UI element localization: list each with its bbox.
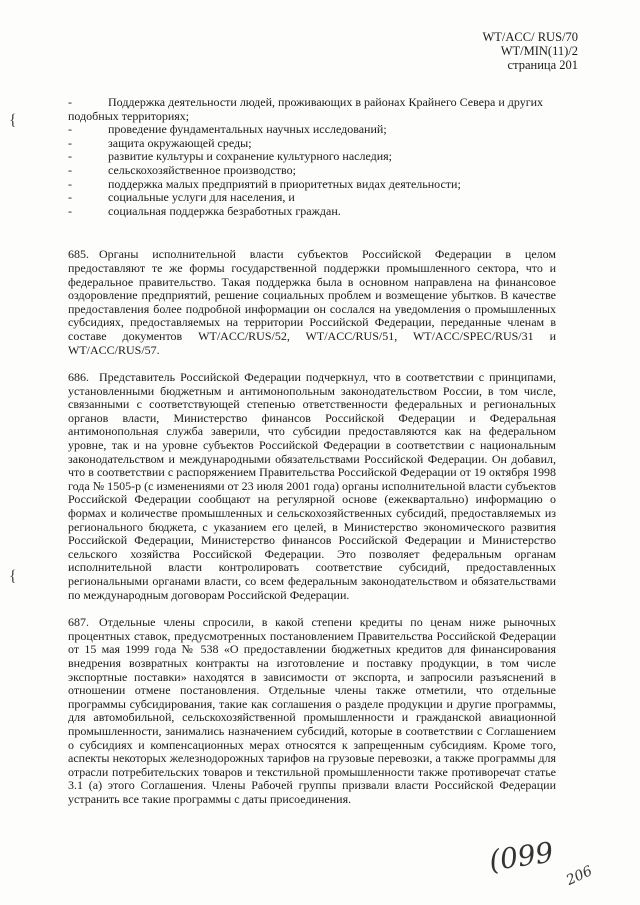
- list-item-text: развитие культуры и сохранение культурного наследия;: [108, 149, 393, 164]
- list-item-text: социальная поддержка безработных граждан.: [108, 203, 341, 218]
- margin-bracket-mark: {: [9, 568, 17, 585]
- list-item-text: сельскохозяйственное производство;: [108, 162, 296, 177]
- document-header: [483, 30, 579, 72]
- list-dash: -: [68, 95, 72, 109]
- list-item: [68, 178, 556, 192]
- list-dash: -: [68, 176, 72, 191]
- list-dash: -: [68, 122, 72, 137]
- paragraph-text: Органы исполнительной власти субъектов Российской Федерации в целом предоставляют те же формы государственной поддержки промышленного сектора, что и федеральное правительство. Такая поддержка была в основном направлена на финансовое оздоровление предприятий, решение социальных проблем и возмещение убытков. В качестве предоставления более подробной информации он сослался на уведомления о промышленных субсидиях, предоставляемых на территории Российской Федерации, переданные членам в составе документов WT/ACC/RUS/52, WT/ACC/RUS/51, WT/ACC/SPEC/RUS/31 и WT/ACC/RUS/57.: [68, 247, 556, 357]
- list-dash: -: [68, 149, 72, 164]
- list-item: [68, 205, 556, 219]
- handwritten-annotation: 206: [563, 863, 595, 889]
- document-body: [68, 96, 556, 807]
- list-item: [68, 150, 556, 164]
- bullet-list: [68, 96, 556, 218]
- list-dash: -: [68, 190, 72, 205]
- paragraph-text: Отдельные члены спросили, в какой степени кредиты по ценам ниже рыночных процентных ставок, предусмотренных постановлением Правительства Российской Федерации от 15 мая 1999 года № 538 «О предоставлении бюджетных кредитов для финансирования внедрения возвратных контракты на изготовление и поставку продукции, в том числе экспортные поставки» находятся в зависимости от экспорта, и запросили разъяснений в отношении отмене постановления. Отдельные члены также отметили, что отдельные программы субсидирования, такие как соглашения о разделе продукции и другие программы, для автомобильной, сельскохозяйственной промышленности и гражданской авиационной промышленности, занимались назначением субсидий, которые в соответствии с Соглашением о субсидиях и компенсационных мерах относятся к запрещенным субсидиям. Кроме того, аспекты некоторых железнодорожных тарифов на грузовые перевозки, а также программы для отрасли потребительских товаров и текстильной промышленности также противоречат статье 3.1 (а) этого Соглашения. Члены Рабочей группы призвали власти Российской Федерации устранить все такие программы с даты присоединения.: [68, 615, 556, 806]
- list-item-text: социальные услуги для населения, и: [108, 190, 295, 205]
- paragraph-686: [68, 371, 556, 602]
- list-dash: -: [68, 162, 72, 177]
- paragraph-685: [68, 248, 556, 357]
- list-item: [68, 137, 556, 151]
- paragraph-number: 686.: [68, 370, 89, 385]
- paragraph-number: 687.: [68, 615, 89, 630]
- paragraph-number: 685.: [68, 247, 89, 262]
- list-item-text: защита окружающей среды;: [108, 135, 252, 150]
- list-dash: -: [68, 135, 72, 150]
- list-item-text: проведение фундаментальных научных исследований;: [108, 122, 387, 137]
- list-dash: -: [68, 203, 72, 218]
- list-item: [68, 96, 556, 123]
- document-symbol-1: WT/ACC/ RUS/70: [482, 30, 578, 44]
- document-symbol-2: WT/MIN(11)/2: [500, 44, 578, 58]
- list-item-text: поддержка малых предприятий в приоритетных видах деятельности;: [108, 176, 461, 191]
- paragraph-text: Представитель Российской Федерации подчеркнул, что в соответствии с принципами, установленными бюджетным и антимонопольным законодательством России, в том числе, связанными с соответствующей степенью ответственности федеральных и региональных органов власти, Министерство финансов Российской Федерации и Федеральная антимонопольная служба заверили, что субсидии предоставляются как на федеральном уровне, так и на уровне субъектов Российской Федерации в соответствии с национальным законодательством и международными обязательствами Российской Федерации. Он добавил, что в соответствии с распоряжением Правительства Российской Федерации от 19 октября 1998 года № 1505-р (с изменениями от 23 июля 2001 года) органы исполнительной власти субъектов Российской Федерации сообщают на регулярной основе (ежеквартально) информацию о формах и количестве промышленных и сельскохозяйственных субсидий, предоставляемых из регионального бюджета, с указанием его целей, в Министерство экономического развития Российской Федерации, Министерство финансов Российской Федерации и Министерство сельского хозяйства Российской Федерации. Это позволяет федеральным органам исполнительной власти контролировать соответствие субсидий, предоставленных региональными органами власти, со всем федеральным законодательством и обязательствами по международным договорам Российской Федерации.: [68, 370, 556, 602]
- list-item-text: Поддержка деятельности людей, проживающих в районах Крайнего Севера и других подобных территориях;: [68, 95, 544, 123]
- list-item: [68, 191, 556, 205]
- page-number: страница 201: [507, 58, 578, 72]
- list-item: [68, 164, 556, 178]
- margin-bracket-mark: {: [9, 112, 17, 129]
- handwritten-page-number: (099: [487, 835, 556, 878]
- list-item: [68, 123, 556, 137]
- paragraph-687: [68, 616, 556, 806]
